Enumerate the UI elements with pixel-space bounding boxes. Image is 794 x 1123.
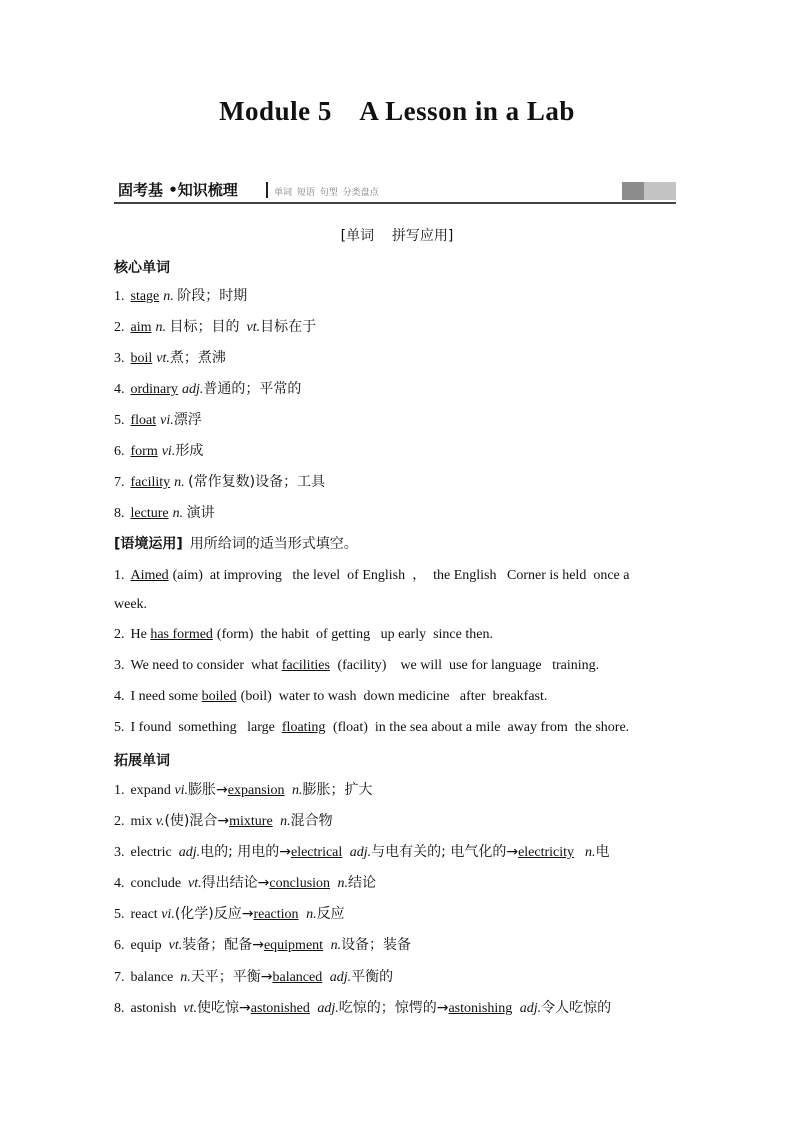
sentence-text: (aim) at improving the level of English ， the English Corner is held once a (172, 568, 630, 583)
part-of-speech: vi. (174, 783, 189, 798)
meaning: 结论 (348, 875, 377, 891)
meaning: 与电有关的; 电气化的→ (371, 844, 519, 860)
instruction-text: 用所给词的适当形式填空。 (189, 536, 358, 552)
sentence-text: I need some (130, 689, 202, 704)
base-word: expand (130, 783, 175, 798)
part-of-speech: adj. (313, 1001, 339, 1016)
meaning: (使)混合→ (164, 813, 230, 829)
meaning: 目标在于 (260, 319, 317, 335)
meaning: 反应 (316, 906, 345, 922)
answer-word: equipment (263, 938, 324, 953)
part-of-speech: n. (334, 876, 349, 891)
banner-title: 固考基 •知识梳理 (118, 181, 238, 199)
base-word: balance (130, 970, 181, 985)
meaning: 吃惊的；惊愕的→ (338, 1000, 449, 1016)
item-number: 5. (114, 720, 125, 735)
core-word-item (114, 410, 202, 431)
part-of-speech: v. (155, 814, 165, 829)
context-instruction (114, 534, 358, 555)
item-number: 4. (114, 689, 125, 704)
answer-word: ordinary (130, 382, 178, 397)
meaning: 演讲 (186, 505, 215, 521)
meaning: 设备；装备 (341, 937, 412, 953)
base-word: conclude (130, 876, 189, 891)
meaning: 电的; 用电的→ (200, 844, 291, 860)
part-of-speech: n. (163, 289, 174, 304)
item-number: 6. (114, 444, 125, 459)
item-number: 8. (114, 1001, 125, 1016)
core-word-item (114, 472, 325, 493)
part-of-speech: n. (276, 814, 291, 829)
item-number: 1. (114, 568, 125, 583)
meaning: 电 (595, 844, 610, 860)
core-word-item (114, 286, 247, 307)
extended-words-heading: 拓展单词 (114, 753, 170, 769)
meaning: (化学)反应→ (174, 906, 254, 922)
meaning: 天平；平衡→ (190, 969, 273, 985)
item-number: 3. (114, 351, 125, 366)
answer-word: boil (130, 351, 153, 366)
answer-word: lecture (130, 506, 169, 521)
meaning: 形成 (175, 443, 204, 459)
meaning: 膨胀→ (188, 782, 228, 798)
extended-word-item (114, 811, 333, 832)
sentence-text: He (130, 627, 151, 642)
part-of-speech: vt. (168, 938, 183, 953)
sentence-text: (float) in the sea about a mile away from the shore. (329, 720, 630, 735)
base-word: mix (130, 814, 156, 829)
context-label: [语境运用] (114, 536, 183, 552)
page-title: Module 5 A Lesson in a Lab (219, 96, 575, 126)
core-word-item (114, 441, 203, 462)
meaning: 平衡的 (351, 969, 394, 985)
answer-word: mixture (229, 814, 273, 829)
item-number: 4. (114, 382, 125, 397)
section-subheading: [单词 拼写应用] (340, 228, 454, 244)
answer-word: floating (281, 720, 326, 735)
item-number: 2. (114, 814, 125, 829)
item-number: 4. (114, 876, 125, 891)
answer-word: reaction (253, 907, 299, 922)
answer-word: float (130, 413, 157, 428)
answer-word: conclusion (269, 876, 331, 891)
sentence-text: (boil) water to wash down medicine after breakfast. (240, 689, 548, 704)
sentence-text: (form) the habit of getting up early since then. (216, 627, 493, 642)
part-of-speech: vi. (161, 444, 176, 459)
answer-word: stage (130, 289, 160, 304)
part-of-speech: adj. (326, 970, 352, 985)
part-of-speech: vi. (161, 907, 175, 922)
part-of-speech: vt. (188, 876, 202, 891)
extended-word-item (114, 967, 393, 988)
extended-word-item (114, 780, 373, 801)
sentence-text: (facility) we will use for language training. (333, 658, 600, 673)
item-number: 3. (114, 845, 125, 860)
item-number: 6. (114, 938, 125, 953)
meaning: 得出结论→ (201, 875, 270, 891)
extended-word-item (114, 998, 611, 1019)
sentence-text: I found something large (130, 720, 282, 735)
item-number: 5. (114, 413, 125, 428)
item-number: 7. (114, 475, 125, 490)
base-word: equip (130, 938, 169, 953)
part-of-speech: adj. (516, 1001, 542, 1016)
part-of-speech: vi. (160, 413, 174, 428)
core-word-item (114, 379, 301, 400)
meaning: 使吃惊→ (197, 1000, 251, 1016)
meaning: 令人吃惊的 (541, 1000, 612, 1016)
part-of-speech: vt. (183, 1001, 197, 1016)
part-of-speech: adj. (178, 845, 201, 860)
exercise-item (114, 718, 629, 738)
answer-word: astonishing (448, 1001, 513, 1016)
exercise-item (114, 687, 547, 707)
meaning: 目标；目的 (169, 319, 240, 335)
answer-word: boiled (201, 689, 237, 704)
item-number: 1. (114, 289, 125, 304)
sentence-text: We need to consider what (130, 658, 282, 673)
exercise-item (114, 566, 629, 586)
answer-word: aim (130, 320, 152, 335)
meaning: 装备；配备→ (182, 937, 264, 953)
extended-word-item (114, 842, 610, 863)
part-of-speech: n. (578, 845, 596, 860)
exercise-item (114, 656, 599, 676)
answer-word: electricity (518, 845, 575, 860)
exercise-continuation: week. (114, 597, 148, 612)
section-banner (114, 180, 676, 204)
core-word-item (114, 317, 316, 338)
answer-word: form (130, 444, 158, 459)
banner-subtitle: 单词 短语 句型 分类盘点 (274, 188, 379, 198)
base-word: react (130, 907, 162, 922)
exercise-item (114, 625, 493, 645)
core-words-heading: 核心单词 (114, 260, 170, 276)
part-of-speech: n. (174, 475, 185, 490)
answer-word: Aimed (130, 568, 169, 583)
extended-word-item (114, 935, 411, 956)
part-of-speech: n. (302, 907, 317, 922)
meaning: 普通的；平常的 (203, 381, 302, 397)
meaning: 漂浮 (173, 412, 202, 428)
part-of-speech: n. (172, 506, 184, 521)
banner-decoration-dark (622, 182, 644, 200)
item-number: 2. (114, 320, 125, 335)
banner-decoration-light (644, 182, 676, 200)
extended-word-item (114, 904, 345, 925)
meaning: 阶段；时期 (177, 288, 248, 304)
extended-word-item (114, 873, 376, 894)
banner-divider (266, 182, 268, 198)
answer-word: astonished (250, 1001, 310, 1016)
answer-word: electrical (290, 845, 343, 860)
part-of-speech: vt. (246, 320, 261, 335)
part-of-speech: vt. (156, 351, 170, 366)
item-number: 1. (114, 783, 125, 798)
core-word-item (114, 348, 226, 369)
answer-word: has formed (150, 627, 213, 642)
item-number: 3. (114, 658, 125, 673)
answer-word: balanced (272, 970, 323, 985)
item-number: 5. (114, 907, 125, 922)
answer-word: expansion (227, 783, 285, 798)
meaning: (常作复数)设备；工具 (188, 474, 326, 490)
item-number: 8. (114, 506, 125, 521)
base-word: electric (130, 845, 179, 860)
part-of-speech: n. (288, 783, 303, 798)
core-word-item (114, 503, 215, 524)
answer-word: facilities (281, 658, 330, 673)
meaning: 膨胀；扩大 (302, 782, 373, 798)
part-of-speech: n. (180, 970, 191, 985)
item-number: 2. (114, 627, 125, 642)
meaning: 混合物 (290, 813, 333, 829)
answer-word: facility (130, 475, 171, 490)
part-of-speech: adj. (346, 845, 372, 860)
part-of-speech: n. (327, 938, 342, 953)
base-word: astonish (130, 1001, 184, 1016)
item-number: 7. (114, 970, 125, 985)
meaning: 煮；煮沸 (169, 350, 226, 366)
part-of-speech: n. (155, 320, 166, 335)
part-of-speech: adj. (181, 382, 204, 397)
